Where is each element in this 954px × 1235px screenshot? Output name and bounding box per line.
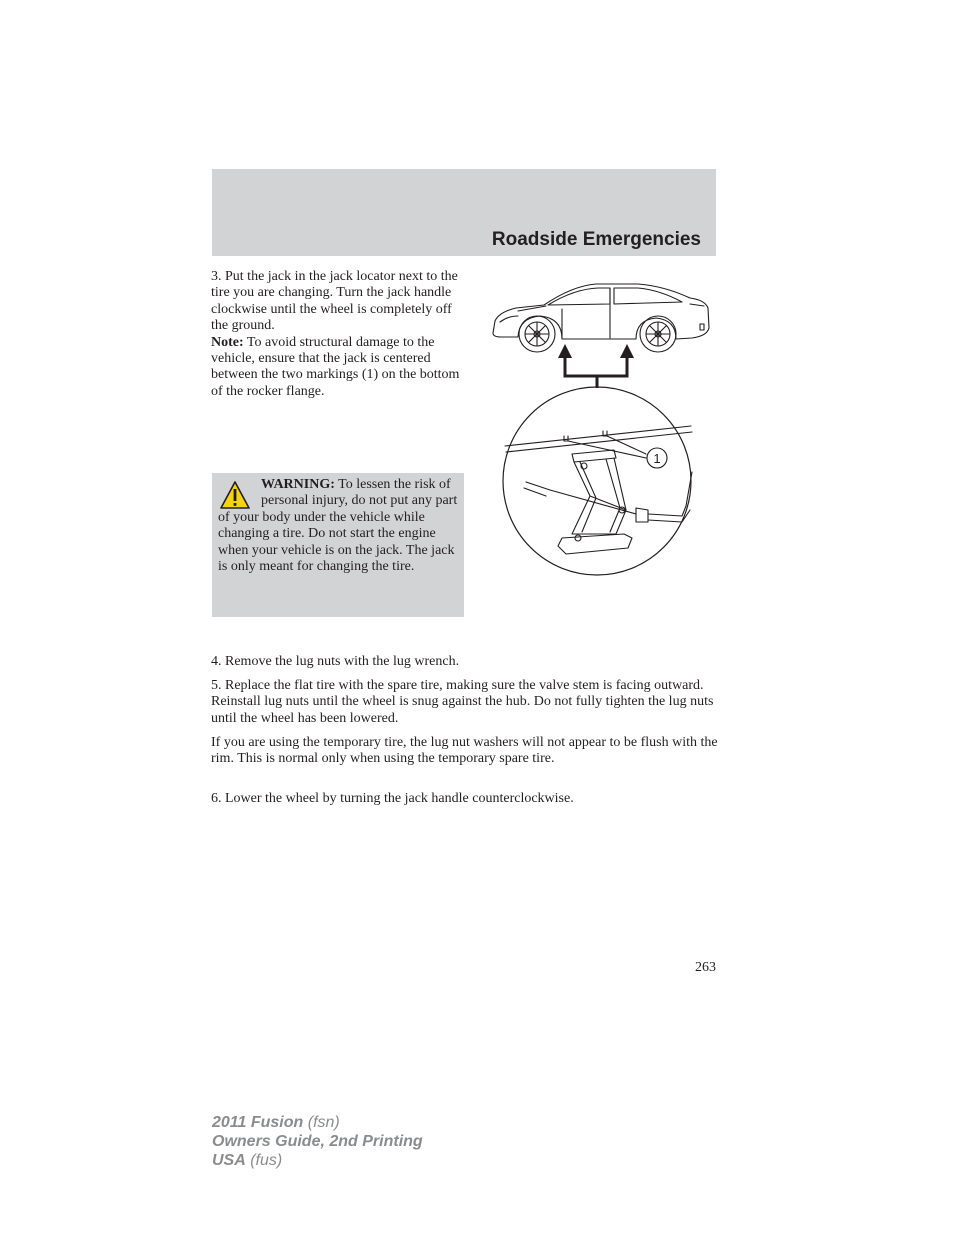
jack-detail-view xyxy=(503,387,692,575)
warning-box xyxy=(212,473,464,617)
front-wheel xyxy=(519,316,555,352)
step-3-text xyxy=(211,269,471,400)
section-title: Roadside Emergencies xyxy=(491,229,701,250)
warning-text xyxy=(218,477,462,575)
callout-1: 1 xyxy=(653,451,661,466)
note-label: Note: xyxy=(211,334,244,350)
footer-region: USA xyxy=(212,1152,246,1169)
jack-position-illustration xyxy=(486,276,718,581)
footer-model: 2011 Fusion xyxy=(212,1114,304,1131)
footer-region-code: (fus) xyxy=(245,1152,283,1169)
footer-model-code: (fsn) xyxy=(303,1114,340,1131)
warning-body: To lessen the risk of personal injury, do not put any part of your body under the vehicle while changing a tire. Do not start the engine when your vehicle is on the jack. The jack is only meant for changing the tire. xyxy=(218,477,458,575)
footer xyxy=(212,1113,423,1170)
footer-guide: Owners Guide, 2nd Printing xyxy=(212,1133,423,1150)
rear-wheel xyxy=(640,316,676,352)
page-number: 263 xyxy=(695,960,716,975)
warning-label: WARNING: xyxy=(261,477,335,492)
step-4-text: 4. Remove the lug nuts with the lug wrench. xyxy=(211,654,460,669)
step-3-instruction: 3. Put the jack in the jack locator next to the tire you are changing. Turn the jack handle clockwise until the wheel is completely off the ground. xyxy=(211,269,458,334)
step-6-text: 6. Lower the wheel by turning the jack handle counterclockwise. xyxy=(211,791,574,806)
step-5-text: 5. Replace the flat tire with the spare tire, making sure the valve stem is facing outward. Reinstall lug nuts until the wheel is snug against the hub. Do not fully tighten the lug nuts until the wheel has been lowered. xyxy=(211,678,714,726)
section-header-band xyxy=(212,169,716,256)
temporary-tire-text: If you are using the temporary tire, the lug nut washers will not appear to be flush with the rim. This is normal only when using the temporary spare tire. xyxy=(211,735,718,767)
jack-point-arrows xyxy=(565,356,627,388)
note-text: To avoid structural damage to the vehicle, ensure that the jack is centered between the two markings (1) on the bottom of the rocker flange. xyxy=(211,334,460,399)
